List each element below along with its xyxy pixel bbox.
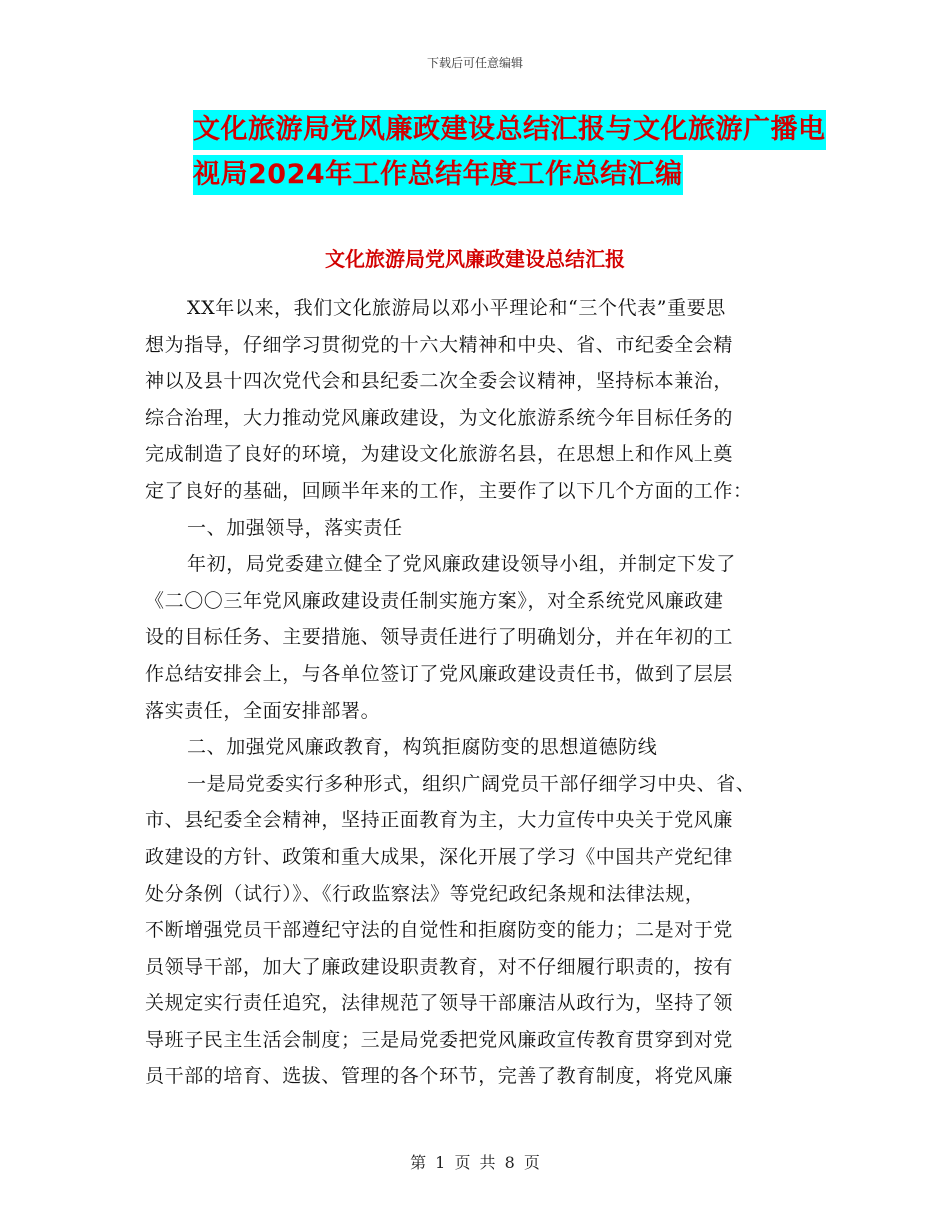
body-line: 员领导干部，加大了廉政建设职责教育，对不仔细履行职责的，按有 bbox=[145, 955, 734, 978]
main-title-line-2: 视局2024年工作总结年度工作总结汇编 bbox=[193, 155, 683, 195]
body-line: 作总结安排会上，与各单位签订了党风廉政建设责任书，做到了层层 bbox=[145, 662, 734, 685]
body-line: 市、县纪委全会精神，坚持正面教育为主，大力宣传中央关于党风廉 bbox=[145, 809, 734, 832]
subheading-2: 二、加强党风廉政教育，构筑拒腐防变的思想道德防线 bbox=[187, 736, 658, 759]
body-line: 综合治理，大力推动党风廉政建设，为文化旅游系统今年目标任务的 bbox=[145, 406, 734, 429]
body-line: 设的目标任务、主要措施、领导责任进行了明确划分，并在年初的工 bbox=[145, 626, 734, 649]
body-line: 落实责任，全面安排部署。 bbox=[145, 699, 381, 722]
main-title-line-1: 文化旅游局党风廉政建设总结汇报与文化旅游广播电 bbox=[193, 110, 826, 150]
body-line: 神以及县十四次党代会和县纪委二次全委会议精神，坚持标本兼治， bbox=[145, 370, 734, 393]
page-footer: 第 1 页 共 8 页 bbox=[410, 1153, 540, 1172]
body-line: 关规定实行责任追究，法律规范了领导干部廉洁从政行为，坚持了领 bbox=[145, 992, 734, 1015]
body-line: 年初，局党委建立健全了党风廉政建设领导小组，并制定下发了 bbox=[187, 553, 736, 576]
body-line: 不断增强党员干部遵纪守法的自觉性和拒腐防变的能力；二是对于党 bbox=[145, 919, 734, 942]
body-text bbox=[145, 290, 815, 1095]
body-line: XX年以来，我们文化旅游局以邓小平理论和“三个代表”重要思 bbox=[187, 297, 726, 319]
body-line: 想为指导，仔细学习贯彻党的十六大精神和中央、省、市纪委全会精 bbox=[145, 333, 734, 356]
body-line: 定了良好的基础，回顾半年来的工作，主要作了以下几个方面的工作： bbox=[145, 479, 753, 502]
body-line: 导班子民主生活会制度；三是局党委把党风廉政宣传教育贯穿到对党 bbox=[145, 1028, 734, 1051]
body-line: 《二〇〇三年党风廉政建设责任制实施方案》，对全系统党风廉政建 bbox=[145, 589, 724, 612]
body-line: 员干部的培育、选拔、管理的各个环节，完善了教育制度，将党风廉 bbox=[145, 1065, 734, 1088]
body-line: 政建设的方针、政策和重大成果，深化开展了学习《中国共产党纪律 bbox=[145, 845, 734, 868]
subheading-1: 一、加强领导，落实责任 bbox=[187, 516, 403, 539]
body-line: 完成制造了良好的环境，为建设文化旅游名县，在思想上和作风上奠 bbox=[145, 443, 734, 466]
header-note: 下载后可任意编辑 bbox=[426, 56, 523, 70]
section-title: 文化旅游局党风廉政建设总结汇报 bbox=[325, 247, 625, 271]
body-line: 一是局党委实行多种形式，组织广阔党员干部仔细学习中央、省、 bbox=[187, 772, 756, 795]
body-line: 处分条例（试行）》、《行政监察法》等党纪政纪条规和法律法规， bbox=[145, 882, 705, 905]
